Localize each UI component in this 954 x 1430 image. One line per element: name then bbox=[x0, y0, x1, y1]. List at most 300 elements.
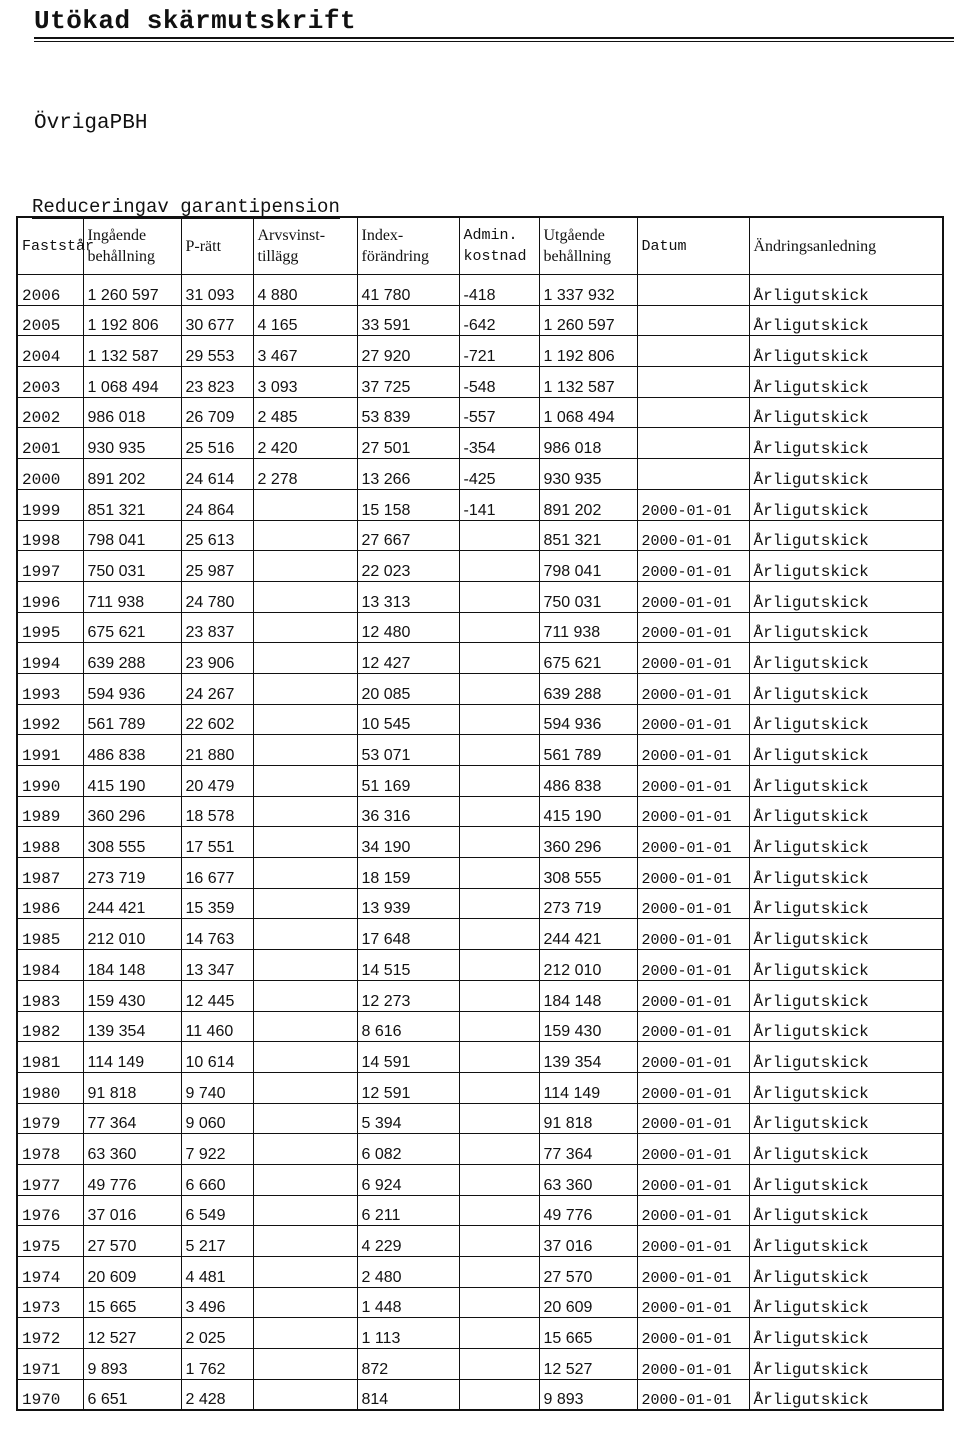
cell-opening-balance: 77 364 bbox=[83, 1103, 181, 1134]
cell-admin-cost bbox=[459, 919, 539, 950]
cell-date bbox=[637, 459, 749, 490]
cell-inheritance-bonus bbox=[253, 520, 357, 551]
cell-change-reason: Årligutskick bbox=[749, 1011, 943, 1042]
col-header-change-reason: Ändringsanledning bbox=[749, 217, 943, 275]
cell-closing-balance: 308 555 bbox=[539, 858, 637, 889]
table-row bbox=[17, 796, 943, 827]
cell-date: 2000-01-01 bbox=[637, 1318, 749, 1349]
cell-index-change: 13 313 bbox=[357, 581, 459, 612]
cell-closing-balance: 114 149 bbox=[539, 1072, 637, 1103]
cell-date: 2000-01-01 bbox=[637, 1042, 749, 1073]
cell-admin-cost: -557 bbox=[459, 397, 539, 428]
cell-inheritance-bonus: 4 880 bbox=[253, 275, 357, 306]
cell-date: 2000-01-01 bbox=[637, 980, 749, 1011]
table-row bbox=[17, 735, 943, 766]
cell-year: 1991 bbox=[17, 735, 83, 766]
cell-change-reason: Årligutskick bbox=[749, 367, 943, 398]
cell-date: 2000-01-01 bbox=[637, 1195, 749, 1226]
cell-year: 1979 bbox=[17, 1103, 83, 1134]
cell-opening-balance: 851 321 bbox=[83, 489, 181, 520]
cell-closing-balance: 594 936 bbox=[539, 704, 637, 735]
cell-admin-cost bbox=[459, 673, 539, 704]
col-header-date: Datum bbox=[637, 217, 749, 275]
page-title: Utökad skärmutskrift bbox=[34, 6, 357, 36]
table-row bbox=[17, 766, 943, 797]
cell-opening-balance: 212 010 bbox=[83, 919, 181, 950]
cell-closing-balance: 986 018 bbox=[539, 428, 637, 459]
cell-inheritance-bonus bbox=[253, 1164, 357, 1195]
cell-admin-cost bbox=[459, 1318, 539, 1349]
cell-year: 1985 bbox=[17, 919, 83, 950]
cell-inheritance-bonus bbox=[253, 704, 357, 735]
cell-inheritance-bonus: 2 278 bbox=[253, 459, 357, 490]
cell-change-reason: Årligutskick bbox=[749, 643, 943, 674]
cell-year: 1977 bbox=[17, 1164, 83, 1195]
cell-opening-balance: 486 838 bbox=[83, 735, 181, 766]
cell-admin-cost bbox=[459, 612, 539, 643]
cell-inheritance-bonus bbox=[253, 673, 357, 704]
cell-date: 2000-01-01 bbox=[637, 1134, 749, 1165]
table-row bbox=[17, 612, 943, 643]
cell-change-reason: Årligutskick bbox=[749, 581, 943, 612]
cell-index-change: 872 bbox=[357, 1349, 459, 1380]
cell-index-change: 12 591 bbox=[357, 1072, 459, 1103]
cell-date: 2000-01-01 bbox=[637, 888, 749, 919]
cell-year: 1974 bbox=[17, 1257, 83, 1288]
cell-closing-balance: 15 665 bbox=[539, 1318, 637, 1349]
cell-p-right: 5 217 bbox=[181, 1226, 253, 1257]
cell-opening-balance: 675 621 bbox=[83, 612, 181, 643]
cell-opening-balance: 798 041 bbox=[83, 520, 181, 551]
cell-change-reason: Årligutskick bbox=[749, 919, 943, 950]
cell-opening-balance: 244 421 bbox=[83, 888, 181, 919]
cell-date: 2000-01-01 bbox=[637, 612, 749, 643]
cell-admin-cost bbox=[459, 551, 539, 582]
cell-date: 2000-01-01 bbox=[637, 520, 749, 551]
cell-inheritance-bonus: 2 485 bbox=[253, 397, 357, 428]
cell-change-reason: Årligutskick bbox=[749, 1257, 943, 1288]
table-row bbox=[17, 1195, 943, 1226]
cell-change-reason: Årligutskick bbox=[749, 1134, 943, 1165]
cell-closing-balance: 1 192 806 bbox=[539, 336, 637, 367]
cell-date bbox=[637, 275, 749, 306]
cell-change-reason: Årligutskick bbox=[749, 1349, 943, 1380]
cell-opening-balance: 561 789 bbox=[83, 704, 181, 735]
cell-inheritance-bonus bbox=[253, 612, 357, 643]
cell-admin-cost bbox=[459, 1287, 539, 1318]
table-row bbox=[17, 428, 943, 459]
cell-admin-cost bbox=[459, 1257, 539, 1288]
cell-change-reason: Årligutskick bbox=[749, 1287, 943, 1318]
cell-p-right: 6 549 bbox=[181, 1195, 253, 1226]
cell-change-reason: Årligutskick bbox=[749, 827, 943, 858]
cell-change-reason: Årligutskick bbox=[749, 1379, 943, 1410]
cell-admin-cost bbox=[459, 1134, 539, 1165]
cell-admin-cost bbox=[459, 1103, 539, 1134]
cell-date bbox=[637, 305, 749, 336]
cell-closing-balance: 77 364 bbox=[539, 1134, 637, 1165]
cell-closing-balance: 798 041 bbox=[539, 551, 637, 582]
cell-closing-balance: 139 354 bbox=[539, 1042, 637, 1073]
cell-admin-cost bbox=[459, 766, 539, 797]
table-row bbox=[17, 1011, 943, 1042]
cell-change-reason: Årligutskick bbox=[749, 459, 943, 490]
table-row bbox=[17, 581, 943, 612]
cell-change-reason: Årligutskick bbox=[749, 1195, 943, 1226]
cell-inheritance-bonus bbox=[253, 1379, 357, 1410]
cell-closing-balance: 360 296 bbox=[539, 827, 637, 858]
cell-closing-balance: 184 148 bbox=[539, 980, 637, 1011]
cell-opening-balance: 1 132 587 bbox=[83, 336, 181, 367]
table-row bbox=[17, 1287, 943, 1318]
cell-index-change: 51 169 bbox=[357, 766, 459, 797]
cell-change-reason: Årligutskick bbox=[749, 520, 943, 551]
table-row bbox=[17, 489, 943, 520]
cell-inheritance-bonus bbox=[253, 1195, 357, 1226]
cell-index-change: 36 316 bbox=[357, 796, 459, 827]
cell-index-change: 5 394 bbox=[357, 1103, 459, 1134]
cell-year: 1987 bbox=[17, 858, 83, 889]
cell-p-right: 21 880 bbox=[181, 735, 253, 766]
cell-index-change: 27 920 bbox=[357, 336, 459, 367]
cell-p-right: 3 496 bbox=[181, 1287, 253, 1318]
cell-inheritance-bonus: 3 093 bbox=[253, 367, 357, 398]
cell-opening-balance: 308 555 bbox=[83, 827, 181, 858]
pension-table bbox=[16, 216, 944, 1411]
cell-admin-cost: -721 bbox=[459, 336, 539, 367]
cell-admin-cost: -418 bbox=[459, 275, 539, 306]
cell-admin-cost bbox=[459, 1164, 539, 1195]
cell-index-change: 1 448 bbox=[357, 1287, 459, 1318]
cell-opening-balance: 639 288 bbox=[83, 643, 181, 674]
cell-index-change: 15 158 bbox=[357, 489, 459, 520]
cell-p-right: 1 762 bbox=[181, 1349, 253, 1380]
cell-change-reason: Årligutskick bbox=[749, 612, 943, 643]
cell-change-reason: Årligutskick bbox=[749, 980, 943, 1011]
cell-year: 1984 bbox=[17, 950, 83, 981]
cell-p-right: 15 359 bbox=[181, 888, 253, 919]
cell-inheritance-bonus bbox=[253, 1011, 357, 1042]
cell-admin-cost bbox=[459, 888, 539, 919]
table-row bbox=[17, 1164, 943, 1195]
table-row bbox=[17, 888, 943, 919]
cell-date: 2000-01-01 bbox=[637, 704, 749, 735]
cell-date: 2000-01-01 bbox=[637, 919, 749, 950]
cell-date: 2000-01-01 bbox=[637, 643, 749, 674]
cell-p-right: 30 677 bbox=[181, 305, 253, 336]
cell-index-change: 6 211 bbox=[357, 1195, 459, 1226]
cell-admin-cost bbox=[459, 1011, 539, 1042]
cell-opening-balance: 49 776 bbox=[83, 1164, 181, 1195]
cell-admin-cost: -642 bbox=[459, 305, 539, 336]
cell-index-change: 33 591 bbox=[357, 305, 459, 336]
cell-opening-balance: 750 031 bbox=[83, 551, 181, 582]
cell-change-reason: Årligutskick bbox=[749, 551, 943, 582]
cell-p-right: 10 614 bbox=[181, 1042, 253, 1073]
cell-index-change: 27 501 bbox=[357, 428, 459, 459]
cell-opening-balance: 1 192 806 bbox=[83, 305, 181, 336]
cell-index-change: 10 545 bbox=[357, 704, 459, 735]
cell-p-right: 29 553 bbox=[181, 336, 253, 367]
cell-date: 2000-01-01 bbox=[637, 1164, 749, 1195]
cell-admin-cost: -141 bbox=[459, 489, 539, 520]
cell-inheritance-bonus bbox=[253, 581, 357, 612]
table-row bbox=[17, 673, 943, 704]
cell-admin-cost bbox=[459, 1379, 539, 1410]
cell-p-right: 25 613 bbox=[181, 520, 253, 551]
cell-year: 2001 bbox=[17, 428, 83, 459]
cell-year: 1978 bbox=[17, 1134, 83, 1165]
cell-year: 1996 bbox=[17, 581, 83, 612]
table-row bbox=[17, 397, 943, 428]
cell-p-right: 23 906 bbox=[181, 643, 253, 674]
cell-p-right: 24 267 bbox=[181, 673, 253, 704]
cell-change-reason: Årligutskick bbox=[749, 428, 943, 459]
cell-index-change: 12 480 bbox=[357, 612, 459, 643]
cell-change-reason: Årligutskick bbox=[749, 673, 943, 704]
cell-year: 1994 bbox=[17, 643, 83, 674]
cell-year: 1998 bbox=[17, 520, 83, 551]
cell-index-change: 6 924 bbox=[357, 1164, 459, 1195]
cell-date: 2000-01-01 bbox=[637, 489, 749, 520]
cell-opening-balance: 1 260 597 bbox=[83, 275, 181, 306]
cell-p-right: 23 837 bbox=[181, 612, 253, 643]
cell-year: 1972 bbox=[17, 1318, 83, 1349]
cell-closing-balance: 675 621 bbox=[539, 643, 637, 674]
cell-opening-balance: 986 018 bbox=[83, 397, 181, 428]
cell-index-change: 14 515 bbox=[357, 950, 459, 981]
title-underline-thin bbox=[34, 41, 954, 42]
cell-opening-balance: 20 609 bbox=[83, 1257, 181, 1288]
cell-change-reason: Årligutskick bbox=[749, 766, 943, 797]
table-row bbox=[17, 1103, 943, 1134]
cell-index-change: 8 616 bbox=[357, 1011, 459, 1042]
cell-date bbox=[637, 336, 749, 367]
col-header-closing-balance: Utgående behållning bbox=[539, 217, 637, 275]
table-row bbox=[17, 367, 943, 398]
cell-date: 2000-01-01 bbox=[637, 1103, 749, 1134]
cell-year: 1988 bbox=[17, 827, 83, 858]
cell-change-reason: Årligutskick bbox=[749, 1164, 943, 1195]
cell-date: 2000-01-01 bbox=[637, 1011, 749, 1042]
cell-index-change: 13 939 bbox=[357, 888, 459, 919]
cell-opening-balance: 15 665 bbox=[83, 1287, 181, 1318]
cell-opening-balance: 273 719 bbox=[83, 858, 181, 889]
cell-date bbox=[637, 397, 749, 428]
cell-p-right: 12 445 bbox=[181, 980, 253, 1011]
cell-opening-balance: 27 570 bbox=[83, 1226, 181, 1257]
cell-year: 1981 bbox=[17, 1042, 83, 1073]
title-underline bbox=[34, 37, 954, 39]
cell-closing-balance: 212 010 bbox=[539, 950, 637, 981]
cell-p-right: 31 093 bbox=[181, 275, 253, 306]
table-row bbox=[17, 919, 943, 950]
cell-inheritance-bonus bbox=[253, 1287, 357, 1318]
cell-p-right: 26 709 bbox=[181, 397, 253, 428]
cell-date: 2000-01-01 bbox=[637, 766, 749, 797]
cell-opening-balance: 91 818 bbox=[83, 1072, 181, 1103]
cell-closing-balance: 1 260 597 bbox=[539, 305, 637, 336]
table-row bbox=[17, 520, 943, 551]
cell-change-reason: Årligutskick bbox=[749, 1318, 943, 1349]
cell-admin-cost bbox=[459, 704, 539, 735]
table-body bbox=[17, 275, 943, 1411]
cell-admin-cost bbox=[459, 980, 539, 1011]
cell-opening-balance: 37 016 bbox=[83, 1195, 181, 1226]
cell-closing-balance: 9 893 bbox=[539, 1379, 637, 1410]
cell-inheritance-bonus bbox=[253, 643, 357, 674]
cell-year: 1983 bbox=[17, 980, 83, 1011]
cell-opening-balance: 360 296 bbox=[83, 796, 181, 827]
cell-index-change: 4 229 bbox=[357, 1226, 459, 1257]
cell-admin-cost bbox=[459, 643, 539, 674]
table-header-row bbox=[17, 217, 943, 275]
cell-inheritance-bonus bbox=[253, 1349, 357, 1380]
cell-opening-balance: 63 360 bbox=[83, 1134, 181, 1165]
cell-opening-balance: 159 430 bbox=[83, 980, 181, 1011]
col-header-opening-balance: Ingående behållning bbox=[83, 217, 181, 275]
cell-admin-cost bbox=[459, 1072, 539, 1103]
cell-admin-cost bbox=[459, 1226, 539, 1257]
cell-inheritance-bonus bbox=[253, 1318, 357, 1349]
cell-admin-cost bbox=[459, 1195, 539, 1226]
cell-year: 1970 bbox=[17, 1379, 83, 1410]
cell-p-right: 18 578 bbox=[181, 796, 253, 827]
cell-year: 1997 bbox=[17, 551, 83, 582]
table-row bbox=[17, 704, 943, 735]
cell-inheritance-bonus bbox=[253, 888, 357, 919]
cell-year: 1999 bbox=[17, 489, 83, 520]
cell-index-change: 6 082 bbox=[357, 1134, 459, 1165]
cell-change-reason: Årligutskick bbox=[749, 1072, 943, 1103]
col-header-admin-cost: Admin. kostnad bbox=[459, 217, 539, 275]
cell-inheritance-bonus bbox=[253, 796, 357, 827]
cell-closing-balance: 159 430 bbox=[539, 1011, 637, 1042]
table-row bbox=[17, 1134, 943, 1165]
cell-index-change: 34 190 bbox=[357, 827, 459, 858]
table-row bbox=[17, 1072, 943, 1103]
cell-closing-balance: 20 609 bbox=[539, 1287, 637, 1318]
cell-closing-balance: 27 570 bbox=[539, 1257, 637, 1288]
cell-date: 2000-01-01 bbox=[637, 796, 749, 827]
cell-change-reason: Årligutskick bbox=[749, 704, 943, 735]
cell-index-change: 53 071 bbox=[357, 735, 459, 766]
cell-index-change: 37 725 bbox=[357, 367, 459, 398]
cell-index-change: 17 648 bbox=[357, 919, 459, 950]
cell-p-right: 9 740 bbox=[181, 1072, 253, 1103]
cell-opening-balance: 139 354 bbox=[83, 1011, 181, 1042]
cell-closing-balance: 1 068 494 bbox=[539, 397, 637, 428]
cell-opening-balance: 12 527 bbox=[83, 1318, 181, 1349]
cell-date: 2000-01-01 bbox=[637, 1257, 749, 1288]
cell-change-reason: Årligutskick bbox=[749, 1103, 943, 1134]
cell-p-right: 4 481 bbox=[181, 1257, 253, 1288]
cell-admin-cost bbox=[459, 950, 539, 981]
cell-date: 2000-01-01 bbox=[637, 950, 749, 981]
cell-index-change: 27 667 bbox=[357, 520, 459, 551]
cell-date: 2000-01-01 bbox=[637, 1226, 749, 1257]
cell-p-right: 25 987 bbox=[181, 551, 253, 582]
cell-closing-balance: 63 360 bbox=[539, 1164, 637, 1195]
cell-closing-balance: 1 132 587 bbox=[539, 367, 637, 398]
cell-change-reason: Årligutskick bbox=[749, 397, 943, 428]
cell-year: 1973 bbox=[17, 1287, 83, 1318]
cell-date bbox=[637, 367, 749, 398]
cell-index-change: 41 780 bbox=[357, 275, 459, 306]
cell-change-reason: Årligutskick bbox=[749, 950, 943, 981]
cell-admin-cost bbox=[459, 1349, 539, 1380]
cell-inheritance-bonus bbox=[253, 1072, 357, 1103]
cell-date: 2000-01-01 bbox=[637, 1349, 749, 1380]
cell-inheritance-bonus bbox=[253, 827, 357, 858]
cell-p-right: 22 602 bbox=[181, 704, 253, 735]
cell-year: 1990 bbox=[17, 766, 83, 797]
table-row bbox=[17, 1379, 943, 1410]
table-row bbox=[17, 858, 943, 889]
cell-closing-balance: 561 789 bbox=[539, 735, 637, 766]
cell-index-change: 12 273 bbox=[357, 980, 459, 1011]
cell-year: 1971 bbox=[17, 1349, 83, 1380]
cell-change-reason: Årligutskick bbox=[749, 1226, 943, 1257]
cell-inheritance-bonus bbox=[253, 858, 357, 889]
table-row bbox=[17, 980, 943, 1011]
cell-inheritance-bonus bbox=[253, 919, 357, 950]
table-row bbox=[17, 551, 943, 582]
cell-index-change: 22 023 bbox=[357, 551, 459, 582]
cell-p-right: 23 823 bbox=[181, 367, 253, 398]
cell-change-reason: Årligutskick bbox=[749, 489, 943, 520]
section-title: ÖvrigaPBH bbox=[34, 112, 148, 135]
cell-closing-balance: 37 016 bbox=[539, 1226, 637, 1257]
cell-change-reason: Årligutskick bbox=[749, 735, 943, 766]
cell-closing-balance: 639 288 bbox=[539, 673, 637, 704]
table-row bbox=[17, 1226, 943, 1257]
cell-index-change: 14 591 bbox=[357, 1042, 459, 1073]
cell-opening-balance: 6 651 bbox=[83, 1379, 181, 1410]
cell-opening-balance: 114 149 bbox=[83, 1042, 181, 1073]
cell-p-right: 6 660 bbox=[181, 1164, 253, 1195]
col-header-p-right: P-rätt bbox=[181, 217, 253, 275]
cell-date: 2000-01-01 bbox=[637, 581, 749, 612]
cell-year: 1995 bbox=[17, 612, 83, 643]
cell-index-change: 13 266 bbox=[357, 459, 459, 490]
cell-p-right: 24 864 bbox=[181, 489, 253, 520]
cell-year: 1986 bbox=[17, 888, 83, 919]
cell-index-change: 12 427 bbox=[357, 643, 459, 674]
cell-date: 2000-01-01 bbox=[637, 1072, 749, 1103]
cell-closing-balance: 273 719 bbox=[539, 888, 637, 919]
cell-year: 1980 bbox=[17, 1072, 83, 1103]
cell-opening-balance: 184 148 bbox=[83, 950, 181, 981]
cell-closing-balance: 851 321 bbox=[539, 520, 637, 551]
table-row bbox=[17, 1318, 943, 1349]
cell-opening-balance: 594 936 bbox=[83, 673, 181, 704]
cell-admin-cost: -548 bbox=[459, 367, 539, 398]
cell-year: 2004 bbox=[17, 336, 83, 367]
cell-inheritance-bonus: 3 467 bbox=[253, 336, 357, 367]
col-header-inheritance-bonus: Arvsvinst-tillägg bbox=[253, 217, 357, 275]
cell-closing-balance: 244 421 bbox=[539, 919, 637, 950]
cell-inheritance-bonus bbox=[253, 980, 357, 1011]
cell-admin-cost: -425 bbox=[459, 459, 539, 490]
cell-admin-cost: -354 bbox=[459, 428, 539, 459]
cell-p-right: 17 551 bbox=[181, 827, 253, 858]
cell-year: 2006 bbox=[17, 275, 83, 306]
cell-index-change: 1 113 bbox=[357, 1318, 459, 1349]
table-row bbox=[17, 336, 943, 367]
cell-p-right: 7 922 bbox=[181, 1134, 253, 1165]
cell-inheritance-bonus bbox=[253, 1257, 357, 1288]
